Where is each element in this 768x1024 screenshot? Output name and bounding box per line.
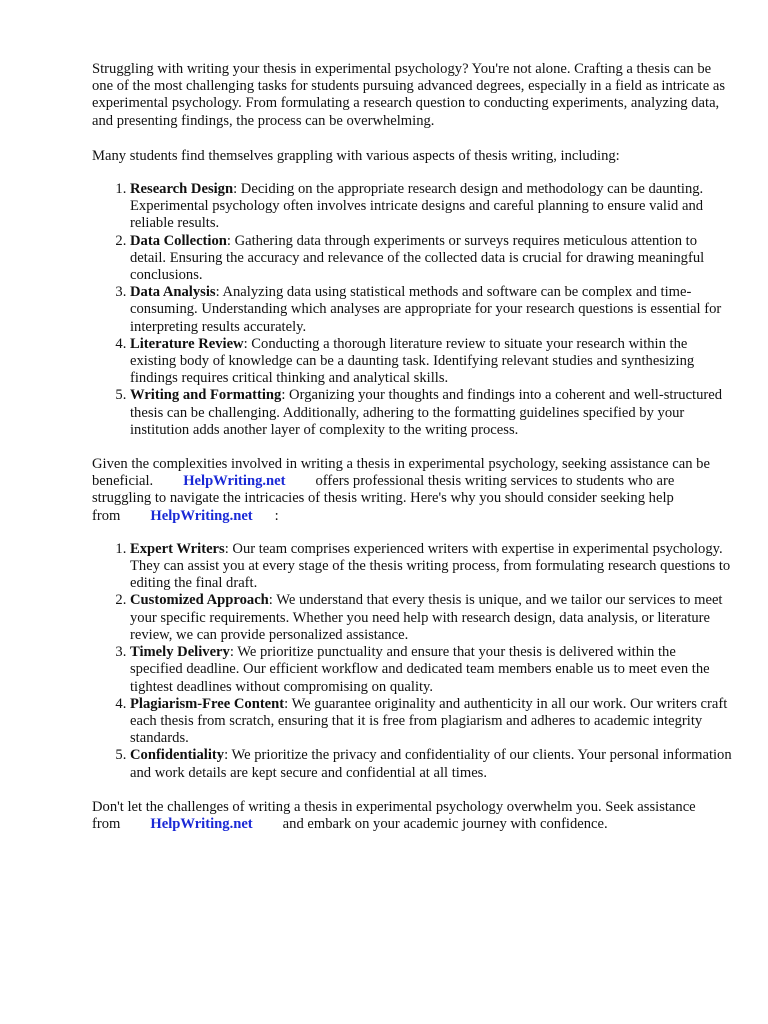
closing-paragraph xyxy=(92,799,732,833)
list-item-term: Research Design xyxy=(130,181,234,198)
list-item xyxy=(130,336,732,388)
list-item-text: : We prioritize punctuality and ensure that your thesis is delivered within the specified deadline. Our efficient workflow and dedicated team members enable us to meet even the tightest deadlines without compromising on quality. xyxy=(130,644,710,695)
list-item-term: Writing and Formatting xyxy=(130,387,282,404)
list-item-text: : Our team comprises experienced writers with expertise in experimental psychology. They can assist you at every stage of the thesis writing process, from formulating research questions to editing the final draft. xyxy=(130,540,731,592)
list-item-text: : We prioritize the privacy and confidentiality of our clients. Your personal information and work details are kept secure and confidential at all times. xyxy=(130,747,732,781)
helpwriting-link[interactable]: HelpWriting.net xyxy=(150,815,253,832)
list-item-text: : Deciding on the appropriate research design and methodology can be daunting. Experimental psychology often involves intricate designs and careful planning to ensure valid and reliable results. xyxy=(130,181,704,232)
list-item xyxy=(130,696,732,748)
list-item-term: Customized Approach xyxy=(130,592,269,609)
list-item xyxy=(130,747,732,781)
list-item-text: : Gathering data through experiments or surveys requires meticulous attention to detail. Ensuring the accuracy and relevance of the collected data is crucial for drawing meaningful conclusions. xyxy=(130,232,705,284)
list-item xyxy=(130,181,732,233)
benefits-list xyxy=(92,541,732,782)
closing-text-2: and embark on your academic journey with confidence. xyxy=(282,815,608,832)
list-item xyxy=(130,644,732,696)
challenges-lead: Many students find themselves grappling with various aspects of thesis writing, including: xyxy=(92,147,620,164)
assistance-paragraph xyxy=(92,456,732,525)
helpwriting-link[interactable]: HelpWriting.net xyxy=(183,473,286,490)
list-item-term: Data Collection xyxy=(130,232,227,249)
list-item xyxy=(130,387,732,439)
list-item-text: : We guarantee originality and authenticity in all our work. Our writers craft each thesis from scratch, ensuring that it is free from plagiarism and adheres to academic integrity standards. xyxy=(130,695,728,747)
list-item-term: Literature Review xyxy=(130,335,244,352)
helpwriting-link[interactable]: HelpWriting.net xyxy=(150,507,253,524)
list-item-text: : Analyzing data using statistical methods and software can be complex and time-consuming. Understanding which analyses are appropriate for your research questions is essential for interpreting results accurately. xyxy=(130,284,722,335)
list-item-term: Timely Delivery xyxy=(130,644,230,661)
list-item-term: Expert Writers xyxy=(130,540,225,557)
list-item-text: : Organizing your thoughts and findings into a coherent and well-structured thesis can be challenging. Additionally, adhering to the formatting guidelines specified by your institution adds another layer of complexity to the writing process. xyxy=(130,387,723,438)
list-item-text: : Conducting a thorough literature review to situate your research within the existing body of knowledge can be a daunting task. Identifying relevant studies and synthesizing findings requires critical thinking and analytical skills. xyxy=(130,335,695,387)
assistance-text-2: offers professional thesis writing services to students who are struggling to navigate the intricacies of thesis writing. Here's why you should consider seeking help from xyxy=(92,473,675,524)
intro-paragraph: Struggling with writing your thesis in experimental psychology? You're not alone. Crafting a thesis can be one of the most challenging tasks for students pursuing advanced degrees, especially in a field as intricate as experimental psychology. From formulating a research question to conducting experiments, analyzing data, and presenting findings, the process can be overwhelming. xyxy=(92,61,726,129)
list-item-term: Confidentiality xyxy=(130,747,225,764)
list-item xyxy=(130,284,732,336)
challenges-list xyxy=(92,181,732,439)
assistance-text-1: Given the complexities involved in writing a thesis in experimental psychology, seeking assistance can be beneficial. xyxy=(92,456,710,490)
list-item-term: Plagiarism-Free Content xyxy=(130,695,285,712)
closing-text-1: Don't let the challenges of writing a thesis in experimental psychology overwhelm you. Seek assistance from xyxy=(92,798,696,832)
list-item-text: : We understand that every thesis is unique, and we tailor our services to meet your specific requirements. Whether you need help with research design, data analysis, or literature review, we can provide personalized assistance. xyxy=(130,592,723,643)
list-item xyxy=(130,592,732,644)
assistance-text-3: : xyxy=(274,507,279,524)
list-item xyxy=(130,541,732,593)
document-page xyxy=(92,61,732,833)
list-item xyxy=(130,233,732,285)
list-item-term: Data Analysis xyxy=(130,284,216,301)
